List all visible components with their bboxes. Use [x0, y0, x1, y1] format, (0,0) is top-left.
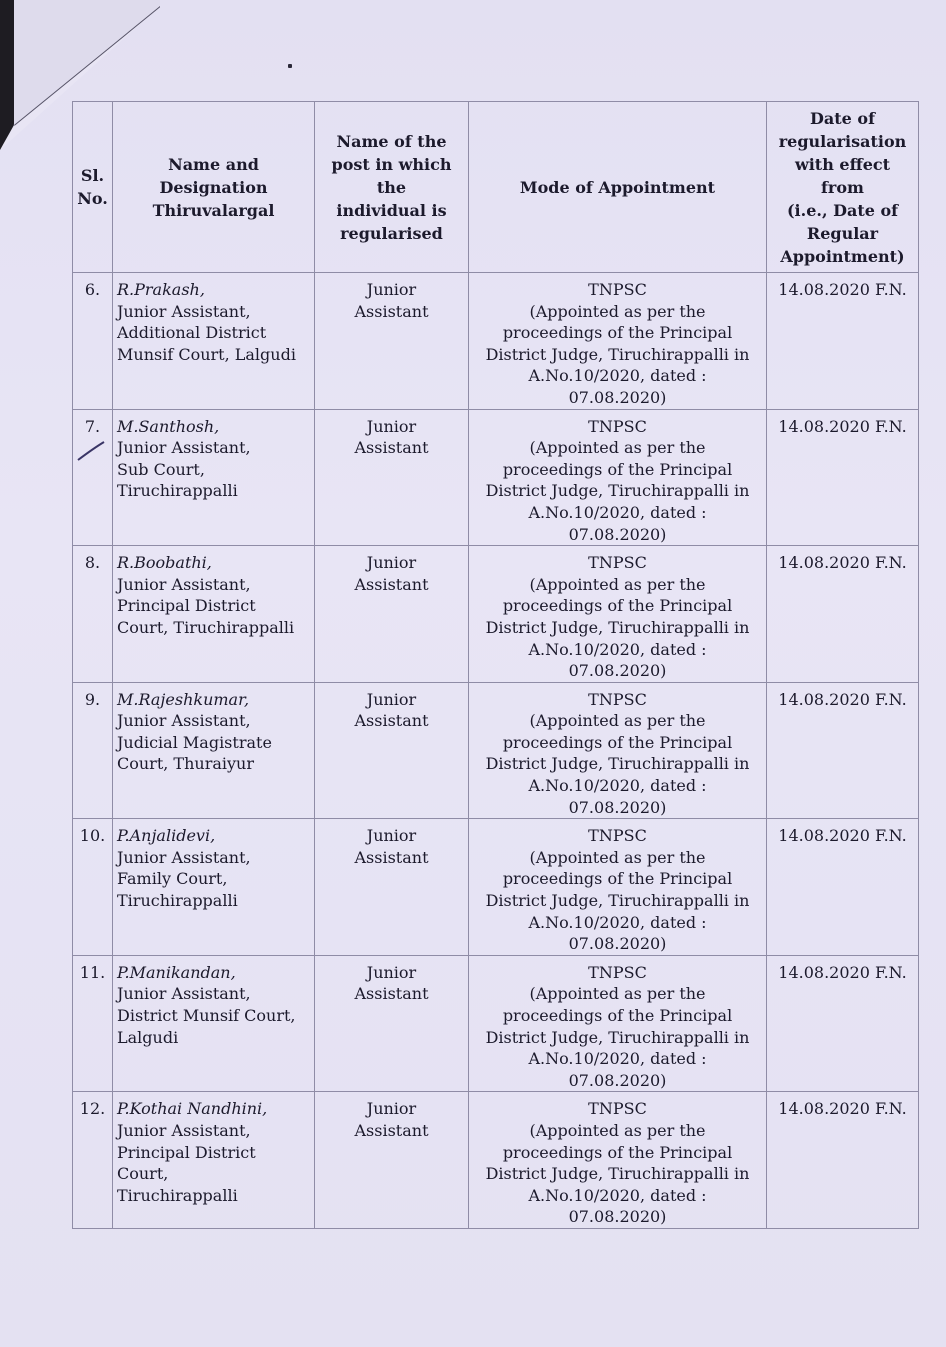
header-line: (i.e., Date of [786, 200, 899, 220]
cell-date-of-regularisation: 14.08.2020 F.N. [767, 546, 919, 683]
table-row [73, 1092, 919, 1229]
mode-line: TNPSC [588, 962, 647, 982]
mode-line: TNPSC [588, 826, 647, 846]
post-line: Junior [366, 826, 417, 846]
post-line: Junior [366, 1099, 417, 1119]
mode-line: (Appointed as per the [529, 301, 706, 321]
mode-line: District Judge, Tiruchirappalli in [485, 754, 750, 774]
post-line: Junior [366, 689, 417, 709]
designation-line: Lalgudi [117, 1027, 179, 1047]
post-line: Junior [366, 280, 417, 299]
cell-post [315, 409, 469, 546]
mode-line: District Judge, Tiruchirappalli in [485, 481, 750, 501]
header-line: Thiruvalargal [152, 200, 275, 220]
cell-mode-of-appointment [469, 546, 767, 683]
post-line: Assistant [354, 1120, 429, 1140]
mode-line: A.No.10/2020, dated : [528, 366, 707, 386]
mode-line: TNPSC [588, 280, 647, 299]
cell-name-designation [113, 273, 315, 410]
cell-sl-no: 10. [73, 819, 113, 956]
mode-line: TNPSC [588, 689, 647, 709]
mode-line: proceedings of the Principal [502, 596, 733, 616]
table-row [73, 819, 919, 956]
mode-line: 07.08.2020) [568, 524, 667, 544]
mode-line: District Judge, Tiruchirappalli in [485, 1164, 750, 1184]
table-row [73, 409, 919, 546]
designation-line: Court, Tiruchirappalli [117, 617, 295, 637]
cell-name-designation [113, 409, 315, 546]
person-name: M.Santhosh, [117, 416, 220, 436]
person-name: M.Rajeshkumar, [117, 689, 250, 709]
cell-sl-no: 7. [73, 409, 113, 546]
mode-line: 07.08.2020) [568, 797, 667, 817]
header-name-designation [113, 102, 315, 273]
cell-mode-of-appointment [469, 1092, 767, 1229]
post-line: Assistant [354, 574, 429, 594]
mode-line: 07.08.2020) [568, 387, 667, 407]
designation-line: Junior Assistant, [117, 984, 251, 1004]
cell-date-of-regularisation: 14.08.2020 F.N. [767, 819, 919, 956]
designation-line: Junior Assistant, [117, 1120, 251, 1140]
cell-post [315, 682, 469, 819]
post-line: Assistant [354, 438, 429, 458]
designation-line: Tiruchirappalli [117, 1185, 238, 1205]
header-line: No. [77, 189, 108, 208]
post-line: Assistant [354, 711, 429, 731]
header-date-of-regularisation [767, 102, 919, 273]
header-line: Name and [168, 154, 259, 174]
mode-line: (Appointed as per the [529, 847, 706, 867]
header-line: Mode of Appointment [519, 177, 716, 197]
table-row [73, 955, 919, 1092]
designation-line: Court, [117, 1164, 169, 1184]
cell-mode-of-appointment [469, 682, 767, 819]
mode-line: District Judge, Tiruchirappalli in [485, 1027, 750, 1047]
designation-line: Judicial Magistrate [117, 732, 272, 752]
cell-post [315, 819, 469, 956]
mode-line: 07.08.2020) [568, 1207, 667, 1227]
cell-date-of-regularisation: 14.08.2020 F.N. [767, 273, 919, 410]
table-row [73, 546, 919, 683]
header-line: Designation [159, 177, 268, 197]
cell-name-designation [113, 546, 315, 683]
header-line: regularisation [778, 131, 907, 151]
cell-date-of-regularisation: 14.08.2020 F.N. [767, 409, 919, 546]
person-name: P.Kothai Nandhini, [117, 1099, 268, 1119]
mode-line: District Judge, Tiruchirappalli in [485, 617, 750, 637]
cell-sl-no: 8. [73, 546, 113, 683]
post-line: Junior [366, 416, 417, 436]
header-line: Date of [810, 108, 875, 128]
table-header-row [73, 102, 919, 273]
mode-line: proceedings of the Principal [502, 732, 733, 752]
mode-line: A.No.10/2020, dated : [528, 502, 707, 522]
mode-line: TNPSC [588, 1099, 647, 1119]
mode-line: proceedings of the Principal [502, 323, 733, 343]
designation-line: Principal District [117, 596, 256, 616]
mode-line: (Appointed as per the [529, 984, 706, 1004]
mode-line: District Judge, Tiruchirappalli in [485, 344, 750, 364]
mode-line: A.No.10/2020, dated : [528, 912, 707, 932]
post-line: Junior [366, 962, 417, 982]
cell-date-of-regularisation: 14.08.2020 F.N. [767, 682, 919, 819]
table-row [73, 273, 919, 410]
cell-mode-of-appointment [469, 955, 767, 1092]
regularisation-table [72, 101, 919, 1229]
mode-line: (Appointed as per the [529, 711, 706, 731]
pen-tick-mark [76, 440, 106, 462]
header-line: post in which [331, 154, 452, 174]
table-row [73, 682, 919, 819]
header-mode-of-appointment [469, 102, 767, 273]
cell-name-designation [113, 955, 315, 1092]
cell-date-of-regularisation: 14.08.2020 F.N. [767, 1092, 919, 1229]
cell-name-designation [113, 1092, 315, 1229]
mode-line: proceedings of the Principal [502, 869, 733, 889]
designation-line: Tiruchirappalli [117, 481, 238, 501]
cell-sl-no: 6. [73, 273, 113, 410]
designation-line: Family Court, [117, 869, 228, 889]
person-name: P.Manikandan, [117, 962, 236, 982]
cell-sl-no: 12. [73, 1092, 113, 1229]
post-line: Assistant [354, 301, 429, 321]
header-line: with effect [794, 154, 891, 174]
cell-post [315, 273, 469, 410]
mode-line: 07.08.2020) [568, 934, 667, 954]
mode-line: A.No.10/2020, dated : [528, 776, 707, 796]
cell-mode-of-appointment [469, 273, 767, 410]
header-sl-no [73, 102, 113, 273]
cell-name-designation [113, 819, 315, 956]
designation-line: Junior Assistant, [117, 847, 251, 867]
person-name: R.Boobathi, [117, 553, 212, 573]
table-body [73, 273, 919, 1229]
cell-post [315, 955, 469, 1092]
mode-line: proceedings of the Principal [502, 1142, 733, 1162]
designation-line: District Munsif Court, [117, 1006, 296, 1025]
header-line: the [376, 177, 407, 197]
designation-line: Principal District [117, 1142, 256, 1162]
cell-sl-no: 9. [73, 682, 113, 819]
header-line: individual is [336, 200, 447, 220]
mode-line: A.No.10/2020, dated : [528, 1049, 707, 1069]
designation-line: Sub Court, [117, 459, 205, 479]
mode-line: A.No.10/2020, dated : [528, 639, 707, 659]
cell-name-designation [113, 682, 315, 819]
designation-line: Munsif Court, Lalgudi [117, 344, 296, 364]
mode-line: (Appointed as per the [529, 574, 706, 594]
cell-sl-no: 11. [73, 955, 113, 1092]
speck-mark [288, 64, 292, 68]
mode-line: (Appointed as per the [529, 1120, 706, 1140]
mode-line: 07.08.2020) [568, 661, 667, 681]
mode-line: (Appointed as per the [529, 438, 706, 458]
post-line: Junior [366, 553, 417, 573]
header-line: regularised [340, 223, 443, 243]
cell-date-of-regularisation: 14.08.2020 F.N. [767, 955, 919, 1092]
cell-mode-of-appointment [469, 819, 767, 956]
designation-line: Junior Assistant, [117, 301, 251, 321]
header-line: Appointment) [780, 246, 905, 266]
mode-line: proceedings of the Principal [502, 1006, 733, 1025]
header-line: Name of the [336, 131, 447, 151]
designation-line: Additional District [117, 323, 267, 343]
mode-line: District Judge, Tiruchirappalli in [485, 891, 750, 911]
mode-line: TNPSC [588, 416, 647, 436]
designation-line: Junior Assistant, [117, 574, 251, 594]
post-line: Assistant [354, 847, 429, 867]
designation-line: Court, Thuraiyur [117, 754, 255, 774]
designation-line: Junior Assistant, [117, 711, 251, 731]
designation-line: Junior Assistant, [117, 438, 251, 458]
mode-line: 07.08.2020) [568, 1070, 667, 1090]
person-name: P.Anjalidevi, [117, 826, 216, 846]
header-post [315, 102, 469, 273]
mode-line: A.No.10/2020, dated : [528, 1185, 707, 1205]
post-line: Assistant [354, 984, 429, 1004]
cell-post [315, 546, 469, 683]
cell-mode-of-appointment [469, 409, 767, 546]
mode-line: TNPSC [588, 553, 647, 573]
header-line: Sl. [80, 166, 105, 185]
header-line: Regular [806, 223, 879, 243]
designation-line: Tiruchirappalli [117, 891, 238, 911]
mode-line: proceedings of the Principal [502, 459, 733, 479]
cell-post [315, 1092, 469, 1229]
person-name: R.Prakash, [117, 280, 205, 299]
header-line: from [821, 177, 864, 197]
